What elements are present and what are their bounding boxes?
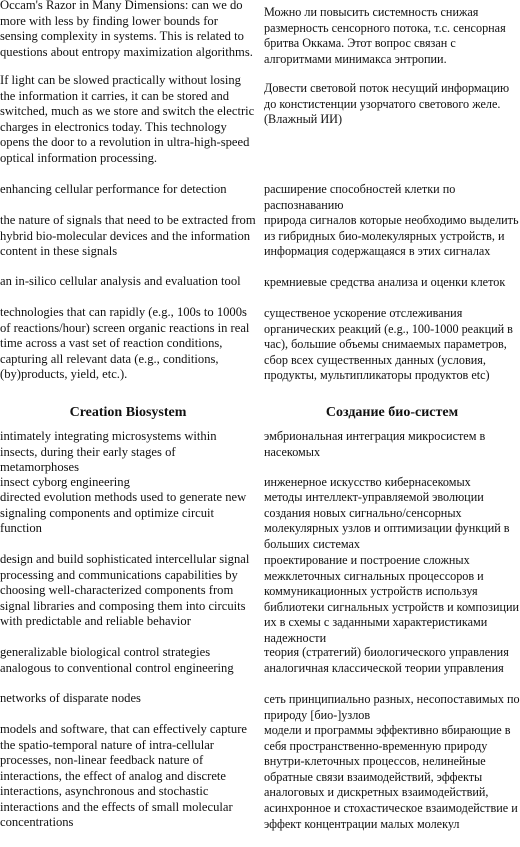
en-in-silico-tool: an in-silico cellular analysis and evaluation tool: [0, 274, 241, 288]
en-section-heading: Creation Biosystem: [69, 405, 187, 420]
ru-nature-of-signals: природа сигналов которые необходимо выделить из гибридных био-молекулярных устройств, и информация содержащаяся в этих сигналах: [264, 213, 519, 259]
en-slow-light: If light can be slowed practically without losing the information it carries, it can be stored and switched, much as we store and switch the electric charges in electronics today. This technology opens the door to a revolution in ultra-high-speed optical information processing.: [0, 73, 255, 165]
ru-directed-evolution: методы интеллект-управляемой эволюции создания новых сигнально/сенсорных молекулярных узлов и оптимизации функций в больших системах: [264, 490, 510, 551]
ru-intercellular-design: проектирование и построение сложных межклеточных сигнальных процессоров и коммуникационных устройств используя библиотеки сигнальных устройств и композиции их в схемы с заданными характеристиками надежности: [264, 553, 520, 645]
ru-occams-razor: Можно ли повысить системность снижая размерность сенсорного потока, т.с. сенсорная бритва Оккама. Этот вопрос связан с алгоритмами минимакса энтропии.: [264, 5, 506, 66]
ru-models-software: модели и программы эффективно вбирающие в себя пространственно-временную природу внутри-клеточных процессов, нелинейные обратные связи взаимодействий, эффекты аналоговых и дискретных взаимодействий, асинхронное и стохастическое взаимодействие и эффект концентрации малых молекул: [264, 723, 518, 831]
ru-reaction-screening: существеное ускорение отслеживания органических реакций (e.g., 100-1000 реакций в час), большие объемы снимаемых параметров, сбор всех существенных данных (условия, продукты, мультипликаторы продуктов etc): [264, 306, 513, 383]
ru-section-heading: Создание био-систем: [325, 405, 459, 420]
en-occams-razor: Occam's Razor in Many Dimensions: can we do more with less by finding lower bounds for sensing complexity in systems. This is related to questions about entropy maximization algorithms.: [0, 0, 253, 59]
ru-control-strategies: теория (стратегий) биологического управления аналогичная классической теории управления: [264, 645, 509, 675]
ru-networks: сеть принципиально разных, несопоставимых по природу [био-]узлов: [264, 692, 520, 722]
ru-slow-light: Довести световой поток несущий информацию до констистенции узорчатого светового желе. (Влажный ИИ): [264, 81, 510, 127]
ru-enhancing-cellular: расширение способностей клетки по распознаванию: [264, 182, 456, 212]
en-control-strategies: generalizable biological control strategies analogous to conventional control engineering: [0, 645, 234, 675]
en-models-software: models and software, that can effectively capture the spatio-temporal nature of intra-cellular processes, non-linear feedback nature of interactions, the effect of analog and discrete interactions, asynchronous and stochastic interactions and the effects of small molecular concentrations: [0, 722, 247, 829]
en-enhancing-cellular: enhancing cellular performance for detection: [0, 182, 227, 196]
ru-in-silico-tool: кремниевые средства анализа и оценки клеток: [264, 275, 506, 289]
en-reaction-screening: technologies that can rapidly (e.g., 100s to 1000s of reactions/hour) screen organic reactions in real time across a vast set of reaction conditions, capturing all relevant data (e.g., conditions, (by)products, yield, etc.).: [0, 305, 250, 381]
ru-insect-cyborg: инженерное искусство кибернасекомых: [264, 475, 471, 489]
en-nature-of-signals: the nature of signals that need to be extracted from hybrid bio-molecular devices and the information content in these signals: [0, 213, 256, 258]
en-insect-cyborg: insect cyborg engineering: [0, 475, 130, 489]
en-networks: networks of disparate nodes: [0, 691, 141, 705]
en-directed-evolution: directed evolution methods used to generate new signaling components and optimize circuit function: [0, 490, 247, 535]
en-insect-microsystems: intimately integrating microsystems within insects, during their early stages of metamorphoses: [0, 429, 217, 474]
en-intercellular-design: design and build sophisticated intercellular signal processing and communications capabilities by choosing well-characterized components from signal libraries and composing them into circuits with predictable and reliable behavior: [0, 552, 250, 628]
ru-insect-microsystems: эмбриональная интеграция микросистем в насекомых: [264, 429, 486, 459]
